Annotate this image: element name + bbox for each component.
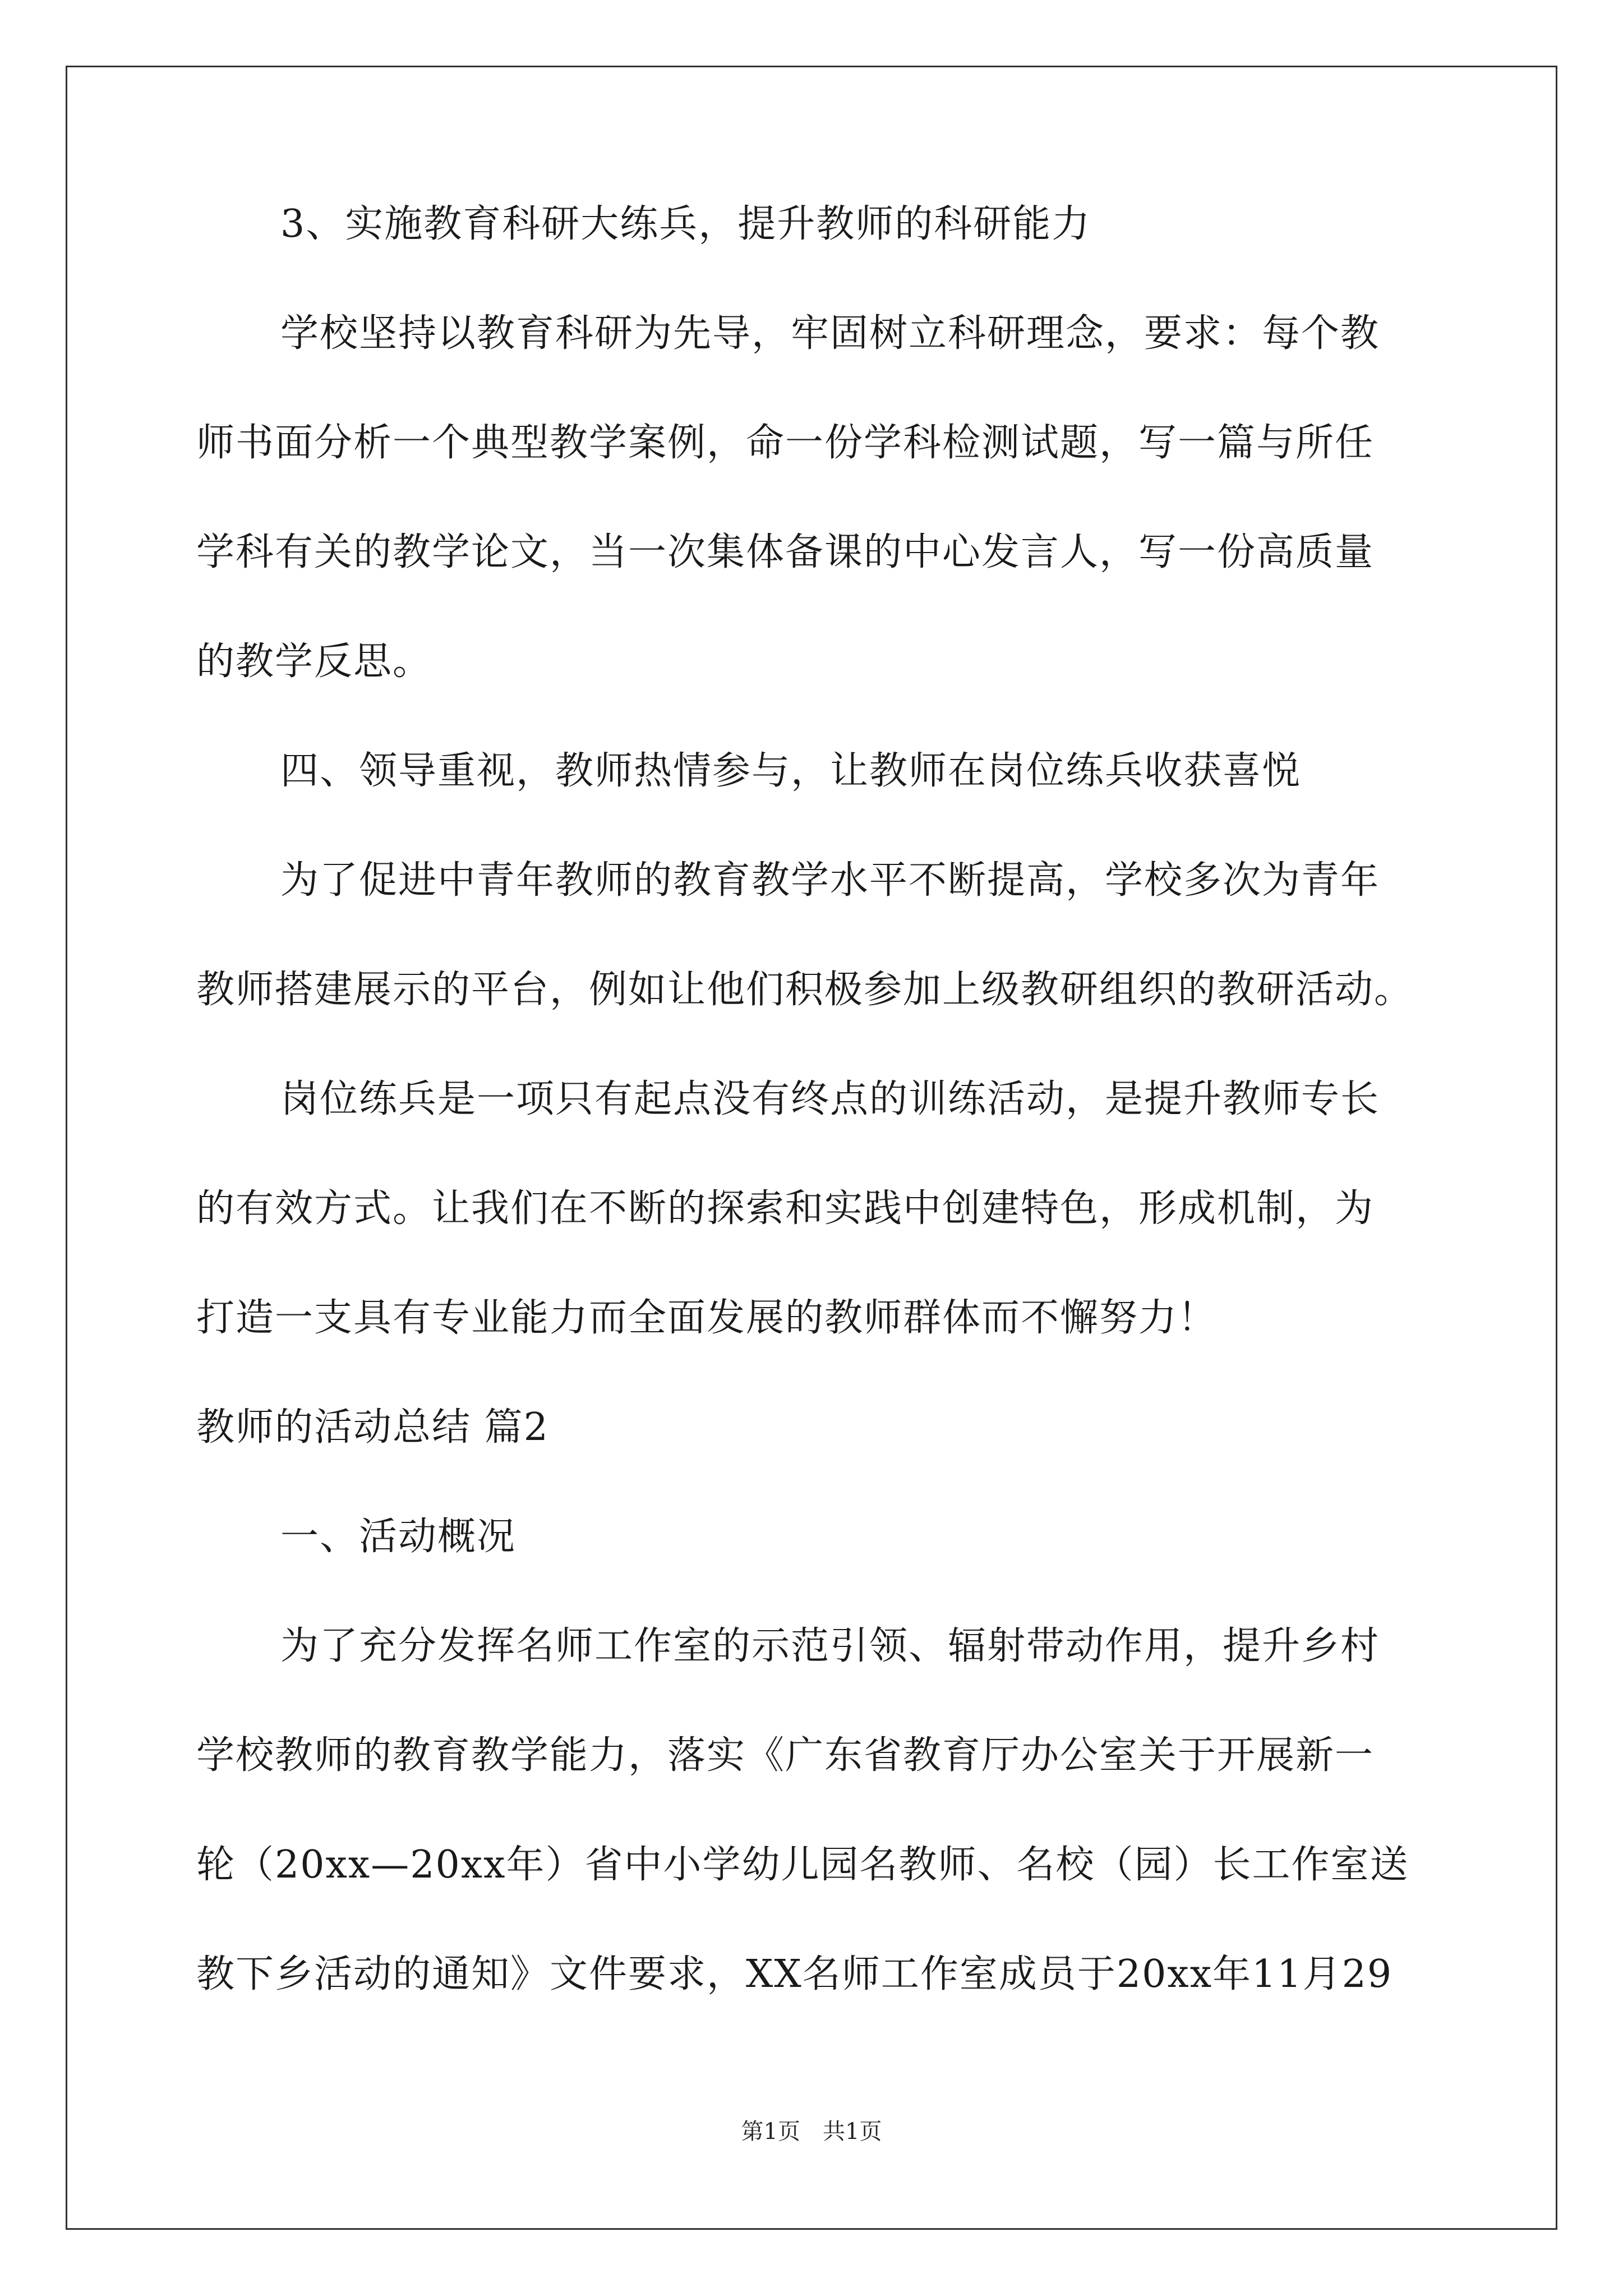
paragraph-line: 的教学反思。 [196,639,432,684]
paragraph-line: 学科有关的教学论文，当一次集体备课的中心发言人，写一份高质量 [196,530,1375,574]
paragraph-line: 为了充分发挥名师工作室的示范引领、辐射带动作用，提升乡村 [280,1624,1380,1668]
paragraph-line: 师书面分析一个典型教学案例，命一份学科检测试题，写一篇与所任 [196,421,1375,465]
page-total: 共1页 [823,2119,882,2145]
paragraph-line: 学校坚持以教育科研为先导，牢固树立科研理念，要求：每个教 [280,311,1380,356]
paragraph-line: 的有效方式。让我们在不断的探索和实践中创建特色，形成机制，为 [196,1186,1375,1231]
paragraph-line: 教下乡活动的通知》文件要求，XX名师工作室成员于20xx年11月29 [196,1952,1393,1996]
paragraph-line: 学校教师的教育教学能力，落实《广东省教育厅办公室关于开展新一 [196,1733,1375,1778]
article-title: 教师的活动总结 篇2 [196,1405,549,1450]
paragraph-line: 岗位练兵是一项只有起点没有终点的训练活动，是提升教师专长 [280,1077,1380,1121]
paragraph-line: 教师搭建展示的平台，例如让他们积极参加上级教研组织的教研活动。 [196,968,1414,1012]
document-body [196,202,1430,2062]
paragraph-line: 3、实施教育科研大练兵，提升教师的科研能力 [280,202,1091,246]
section-heading: 四、领导重视，教师热情参与，让教师在岗位练兵收获喜悦 [280,749,1302,793]
page-number: 第1页 [741,2119,800,2145]
section-heading: 一、活动概况 [280,1515,517,1559]
page-footer [0,2118,1623,2146]
paragraph-line: 为了促进中青年教师的教育教学水平不断提高，学校多次为青年 [280,858,1380,903]
paragraph-line: 轮（20xx—20xx年）省中小学幼儿园名教师、名校（园）长工作室送 [196,1843,1409,1887]
paragraph-line: 打造一支具有专业能力而全面发展的教师群体而不懈努力！ [196,1296,1218,1340]
